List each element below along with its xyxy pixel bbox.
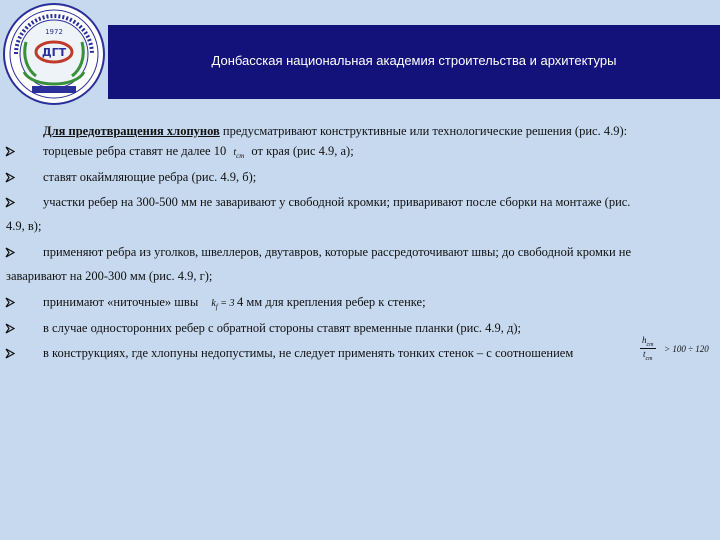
arrow-bullet-icon	[5, 197, 15, 208]
arrow-bullet-icon	[5, 297, 15, 308]
bullet-5	[43, 295, 426, 311]
bullet-5-math-sub: f	[215, 303, 218, 311]
bullet-4-line-2: заваривают на 200-300 мм (рис. 4.9, г);	[6, 269, 213, 283]
intro-lead: Для предотвращения хлопунов	[43, 124, 220, 138]
bullet-2: ставят окаймляющие ребра (рис. 4.9, б);	[43, 170, 257, 184]
bullet-1	[43, 144, 354, 160]
fraction-numerator	[640, 335, 656, 349]
bullet-5-math-var: k	[211, 298, 216, 309]
arrow-bullet-icon	[5, 172, 15, 183]
fraction-denominator	[640, 349, 656, 362]
bullet-5-text-b: мм для крепления ребер к стенке;	[246, 295, 426, 309]
page-title: Донбасская национальная академия строительства и архитектуры	[211, 53, 617, 68]
bullet-5-math-eq: = 3	[217, 298, 237, 309]
bullet-3-line-2: 4.9, в);	[6, 219, 42, 233]
bullet-1-math	[233, 147, 244, 158]
bullet-3-line-1: участки ребер на 300-500 мм не заваривают у свободной кромки; приваривают после сборки на монтаже (рис.	[43, 195, 631, 209]
bullet-1-text-b: от края (рис 4.9, а);	[251, 144, 354, 158]
bullet-1-text-a: торцевые ребра ставят не далее 10	[43, 144, 227, 158]
arrow-bullet-icon	[5, 348, 15, 359]
bullet-4-line-1: применяют ребра из уголков, швеллеров, двутавров, которые рассредоточивают швы; до свободной кромки не	[43, 245, 632, 259]
intro-line	[43, 124, 627, 139]
academy-logo-icon	[2, 2, 106, 106]
logo-abbr: ДГТ	[41, 46, 67, 59]
bullet-5-math	[211, 298, 237, 309]
fraction-numerator-sub: ст	[646, 341, 654, 348]
header-bar	[108, 25, 720, 99]
logo-year: 1972	[45, 28, 63, 36]
bullet-6: в случае односторонних ребер с обратной стороны ставят временные планки (рис. 4.9, д);	[43, 321, 522, 335]
fraction-numerator-var: h	[642, 335, 647, 345]
bullet-5-text-a: принимают «ниточные» швы	[43, 295, 199, 309]
bullet-1-math-var: t	[233, 147, 237, 158]
arrow-bullet-icon	[5, 323, 15, 334]
bullet-7: в конструкциях, где хлопуны недопустимы, не следует применять тонких стенок – с соотношением	[43, 346, 574, 360]
intro-rest: предусматривают конструктивные или технологические решения (рис. 4.9):	[219, 124, 628, 138]
fraction-denominator-var: t	[642, 348, 646, 359]
arrow-bullet-icon	[5, 247, 15, 258]
ratio-rhs: > 100 ÷ 120	[664, 344, 709, 354]
fraction-denominator-sub: ст	[645, 355, 653, 362]
arrow-bullet-icon	[5, 146, 15, 157]
bullet-1-math-sub: ст	[236, 152, 245, 160]
ratio-fraction	[640, 335, 656, 362]
bullet-5-number: 4	[237, 295, 244, 309]
